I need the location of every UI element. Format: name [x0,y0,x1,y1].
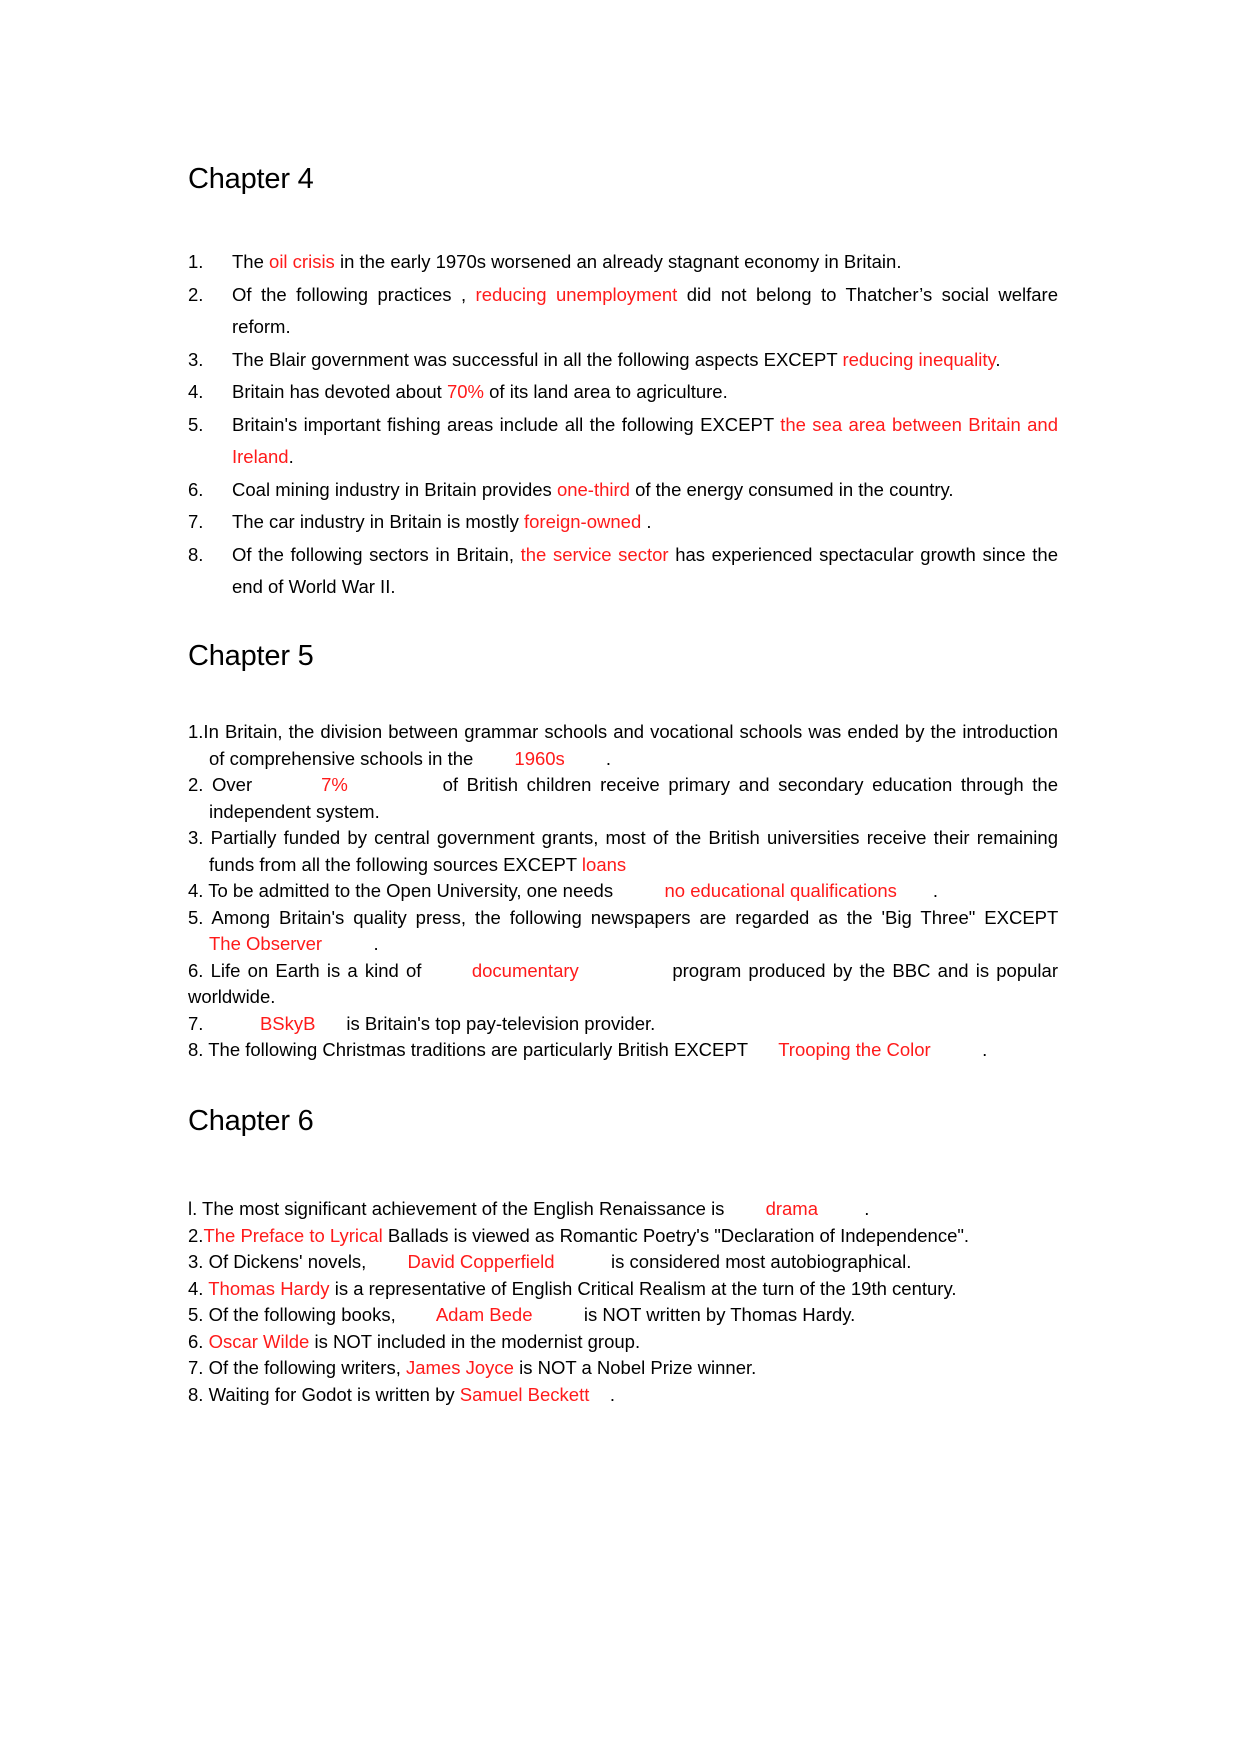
item-number: 2. [188,283,204,305]
answer-text: reducing inequality [842,348,996,370]
question-text: 4. To be admitted to the Open University, one needs [188,880,665,901]
question-text: 2. Over [188,774,322,795]
question-text: 8. The following Christmas traditions are particularly British EXCEPT [188,1039,779,1060]
question-text: 4. [188,1277,209,1299]
answer-text: Samuel Beckett [459,1383,590,1405]
question-text: is NOT written by Thomas Hardy. [532,1304,856,1325]
answer-text: 70% [446,381,484,402]
item-number: 1. [188,251,204,272]
question-text: is NOT a Nobel Prize winner. [513,1357,757,1378]
question-text: 6. [188,1330,209,1352]
list-item [188,1329,1058,1356]
question-text: Britain's important fishing areas include all the following EXCEPT [232,413,781,435]
list-item [188,1037,1058,1064]
question-text: 7. Of the following writers, [188,1357,406,1378]
question-text: . [589,1383,616,1405]
question-text: 6. Life on Earth is a kind of [188,959,472,981]
answer-text: Oscar Wilde [208,1330,310,1352]
item-number: 4. [188,381,204,402]
question-text: 5. Among Britain's quality press, the following newspapers are regarded as the 'Big Three" EXCEPT [188,906,1089,928]
question-text: . [896,880,939,901]
question-text: is Britain's top pay-television provider. [315,1012,656,1034]
list-item [188,878,1058,905]
question-text: The car industry in Britain is mostly [232,511,524,532]
answer-text: documentary [471,959,579,981]
answer-text: reducing unemployment [475,283,678,305]
question-text: . [995,348,1001,370]
answer-text: James Joyce [405,1357,514,1378]
question-text: 1.In Britain, the division between grammar schools and vocational schools was ended by the introduction of comprehensive schools in the [188,721,1064,769]
chapter-4-list [188,246,1064,604]
chapter-6-heading: Chapter 6 [188,1105,314,1137]
answer-text: BSkyB [259,1012,316,1034]
answer-text: The Observer [209,933,323,954]
question-text: is considered most autobiographical. [554,1251,912,1272]
answer-text: no educational qualifications [664,880,897,901]
item-number: 5. [188,413,204,435]
list-item [188,772,1064,825]
question-text: . [641,511,652,532]
list-item [188,1276,1058,1303]
answer-text: David Copperfield [407,1251,555,1272]
list-item [188,246,1058,279]
list-item [188,474,1058,507]
answer-text: foreign-owned [523,511,642,532]
question-text: in the early 1970s worsened an already stagnant economy in Britain. [334,251,902,272]
question-text: . [930,1039,988,1060]
chapter-5-heading: Chapter 5 [188,640,314,672]
answer-text: 1960s [514,747,565,769]
question-text: The Blair government was successful in all the following aspects EXCEPT [232,348,843,370]
list-item [188,1011,1058,1038]
list-item [188,1223,1058,1250]
question-text: l. The most significant achievement of the English Renaissance is [188,1198,766,1219]
answer-text: 7% [321,774,348,795]
list-item [188,344,1058,377]
answer-text: the sea area between Britain and Ireland [232,413,1064,467]
answer-text: Thomas Hardy [208,1277,330,1299]
list-item [188,719,1064,772]
list-item [188,1355,1058,1382]
item-number: 3. [188,348,204,370]
question-text: . [322,933,379,954]
question-text: 5. Of the following books, [188,1304,436,1325]
question-text: Coal mining industry in Britain provides [232,478,557,500]
question-text: is a representative of English Critical Realism at the turn of the 19th century. [329,1277,957,1299]
answer-text: loans [581,853,627,875]
answer-text: one-third [556,478,630,500]
list-item [188,1249,1058,1276]
question-text: program produced by the BBC and is popular worldwide. [188,959,1064,1007]
answer-text: the service sector [520,543,669,565]
chapter-4-heading: Chapter 4 [188,163,314,195]
chapter-5-list [188,719,1089,1064]
list-item [188,958,1064,1011]
question-text: is NOT included in the modernist group. [309,1330,641,1352]
answer-text: oil crisis [269,251,335,272]
list-item [188,905,1089,958]
list-item [188,1382,1058,1409]
list-item [188,825,1064,878]
list-item [188,1196,1058,1223]
item-number: 6. [188,478,204,500]
list-item [188,506,1058,539]
question-text: Of the following practices , [232,283,476,305]
question-text: 2. [188,1224,204,1246]
question-text: of its land area to agriculture. [484,381,728,402]
answer-text: The Preface to Lyrical [203,1224,383,1246]
list-item [188,1302,1058,1329]
list-item [188,376,1058,409]
question-text: 3. Of Dickens' novels, [188,1251,408,1272]
question-text: Ballads is viewed as Romantic Poetry's "Declaration of Independence". [382,1224,970,1246]
item-number: 8. [188,543,204,565]
question-text: 7. [188,1012,260,1034]
answer-text: drama [765,1198,819,1219]
answer-text: Adam Bede [435,1304,533,1325]
question-text: 8. Waiting for Godot is written by [188,1383,460,1405]
question-text: 3. Partially funded by central government grants, most of the British universities receive their remaining funds from all the following sources EXCEPT [188,827,1064,875]
question-text: Of the following sectors in Britain, [232,543,521,565]
list-item [188,409,1064,474]
list-item [188,279,1064,344]
list-item [188,539,1064,604]
question-text: has experienced spectacular growth since the end of World War II. [232,543,1064,597]
question-text: did not belong to Thatcher’s social welfare reform. [232,283,1064,337]
question-text: The [232,251,270,272]
item-number: 7. [188,511,204,532]
question-text: of the energy consumed in the country. [629,478,954,500]
question-text: . [288,446,294,467]
question-text: of British children receive primary and secondary education through the independent system. [209,774,1064,822]
answer-text: Trooping the Color [778,1039,931,1060]
question-text: Britain has devoted about [232,381,447,402]
question-text: . [564,747,612,769]
chapter-6-list [188,1196,1058,1408]
question-text: . [818,1198,870,1219]
